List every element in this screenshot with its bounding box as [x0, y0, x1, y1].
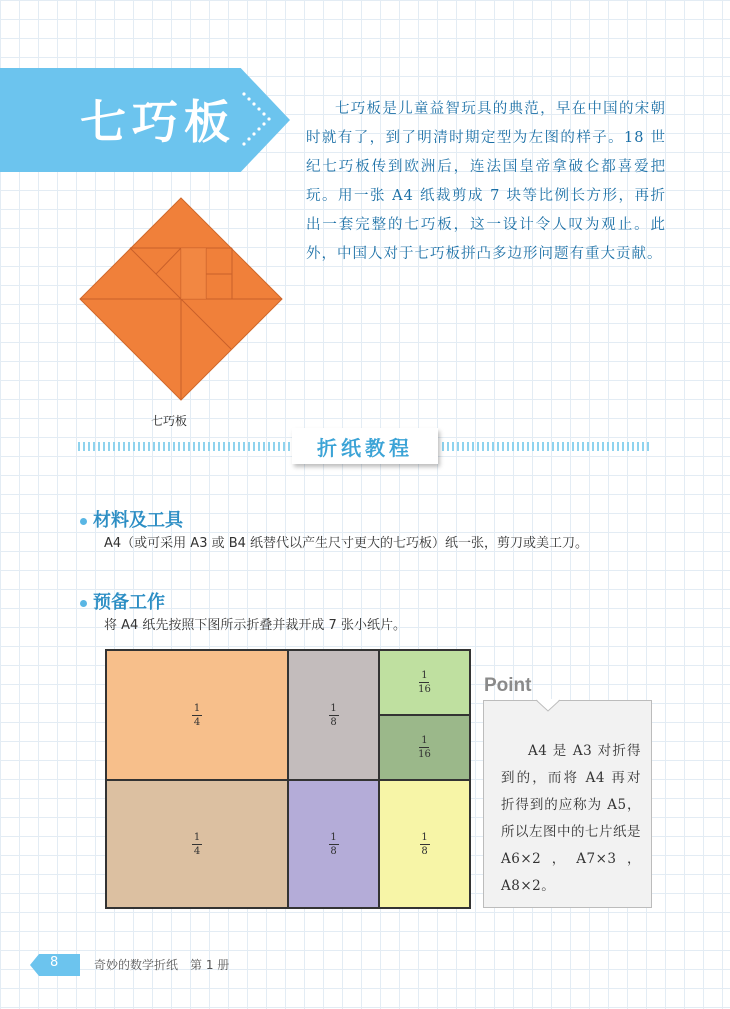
section-badge [292, 428, 438, 464]
paper-cell [106, 780, 288, 908]
prep-heading-label: 预备工作 [93, 592, 165, 613]
section-divider-right [442, 442, 652, 451]
point-title: Point [484, 675, 532, 696]
notch-icon [536, 699, 560, 712]
fraction-label: $\frac{1}{16}$ [418, 735, 431, 760]
page-title: 七巧板 [80, 95, 236, 149]
prep-heading [80, 588, 165, 614]
materials-text: A4（或可采用 A3 或 B4 纸替代以产生尺寸更大的七巧板）纸一张，剪刀或美工刀。 [104, 536, 589, 551]
paper-cell [379, 715, 470, 780]
materials-heading-label: 材料及工具 [93, 510, 183, 531]
point-text: A4 是 A3 对折得到的，而将 A4 再对折得到的应称为 A5，所以左图中的七片纸是 A6×2，A7×3，A8×2。 [501, 743, 641, 894]
bullet-icon [80, 600, 87, 607]
paper-cell [288, 780, 379, 908]
book-title: 奇妙的数学折纸 第 1 册 [94, 958, 230, 972]
prep-text: 将 A4 纸先按照下图所示折叠并裁开成 7 张小纸片。 [104, 618, 406, 633]
paper-division-figure [105, 649, 471, 909]
paper-cell [379, 650, 470, 715]
fraction-label: $\frac{1}{8}$ [421, 831, 428, 857]
fraction-label: $\frac{1}{8}$ [330, 702, 337, 728]
fraction-label: $\frac{1}{16}$ [418, 670, 431, 695]
bullet-icon [80, 518, 87, 525]
page-number: 8 [50, 955, 59, 970]
paper-cell [379, 780, 470, 908]
figure-caption: 七巧板 [151, 414, 188, 428]
fraction-label: $\frac{1}{4}$ [193, 702, 201, 728]
section-divider-left [78, 442, 290, 451]
paper-cell [106, 650, 288, 780]
section-badge-label: 折纸教程 [317, 435, 413, 460]
fraction-label: $\frac{1}{8}$ [330, 831, 337, 857]
paper-cell [288, 650, 379, 780]
fraction-label: $\frac{1}{4}$ [193, 831, 201, 857]
chevron-dots-icon [238, 90, 278, 150]
materials-heading [80, 506, 183, 532]
tangram-illustration [78, 196, 284, 402]
intro-paragraph: 七巧板是儿童益智玩具的典范，早在中国的宋朝时就有了，到了明清时期定型为左图的样子。18 世纪七巧板传到欧洲后，连法国皇帝拿破仑都喜爱把玩。用一张 A4 纸裁剪成 7 块等比例长方形，再折出一套完整的七巧板，这一设计令人叹为观止。此外，中国人对于七巧板拼凸多边形问题有重大贡献。 [306, 101, 666, 262]
